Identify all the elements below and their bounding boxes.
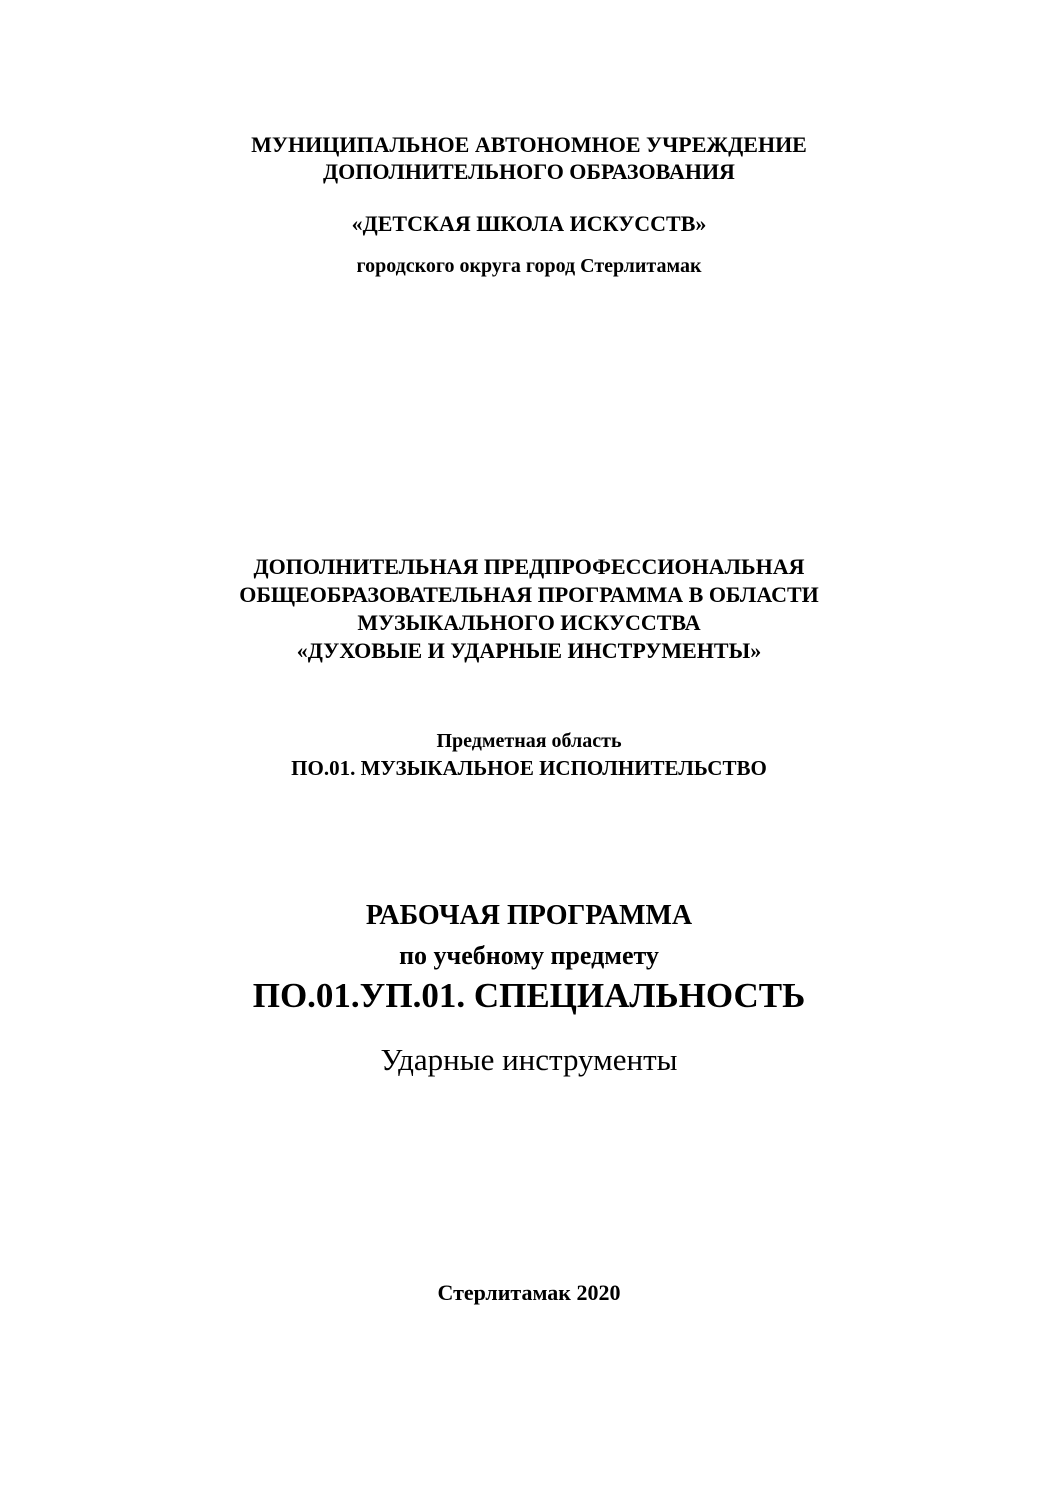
- subject-area-label: Предметная область: [436, 730, 622, 752]
- program-line-3: МУЗЫКАЛЬНОГО ИСКУССТВА: [357, 610, 701, 635]
- city-year: Стерлитамак 2020: [437, 1280, 621, 1305]
- instrument-line: Ударные инструменты: [380, 1042, 678, 1077]
- school-name: «ДЕТСКАЯ ШКОЛА ИСКУССТВ»: [351, 211, 707, 236]
- program-line-2: ОБЩЕОБРАЗОВАТЕЛЬНАЯ ПРОГРАММА В ОБЛАСТИ: [239, 582, 819, 607]
- work-program-subtitle: по учебному предмету: [399, 941, 659, 970]
- program-line-1: ДОПОЛНИТЕЛЬНАЯ ПРЕДПРОФЕССИОНАЛЬНАЯ: [253, 554, 805, 579]
- institution-line-2: ДОПОЛНИТЕЛЬНОГО ОБРАЗОВАНИЯ: [323, 159, 735, 184]
- district-line: городского округа город Стерлитамак: [356, 255, 702, 277]
- work-program-title: РАБОЧАЯ ПРОГРАММА: [365, 900, 693, 931]
- subject-area-value: ПО.01. МУЗЫКАЛЬНОЕ ИСПОЛНИТЕЛЬСТВО: [291, 756, 767, 780]
- program-line-4: «ДУХОВЫЕ И УДАРНЫЕ ИНСТРУМЕНТЫ»: [296, 638, 762, 663]
- institution-line-1: МУНИЦИПАЛЬНОЕ АВТОНОМНОЕ УЧРЕЖДЕНИЕ: [251, 132, 807, 157]
- subject-code-title: ПО.01.УП.01. СПЕЦИАЛЬНОСТЬ: [252, 976, 806, 1015]
